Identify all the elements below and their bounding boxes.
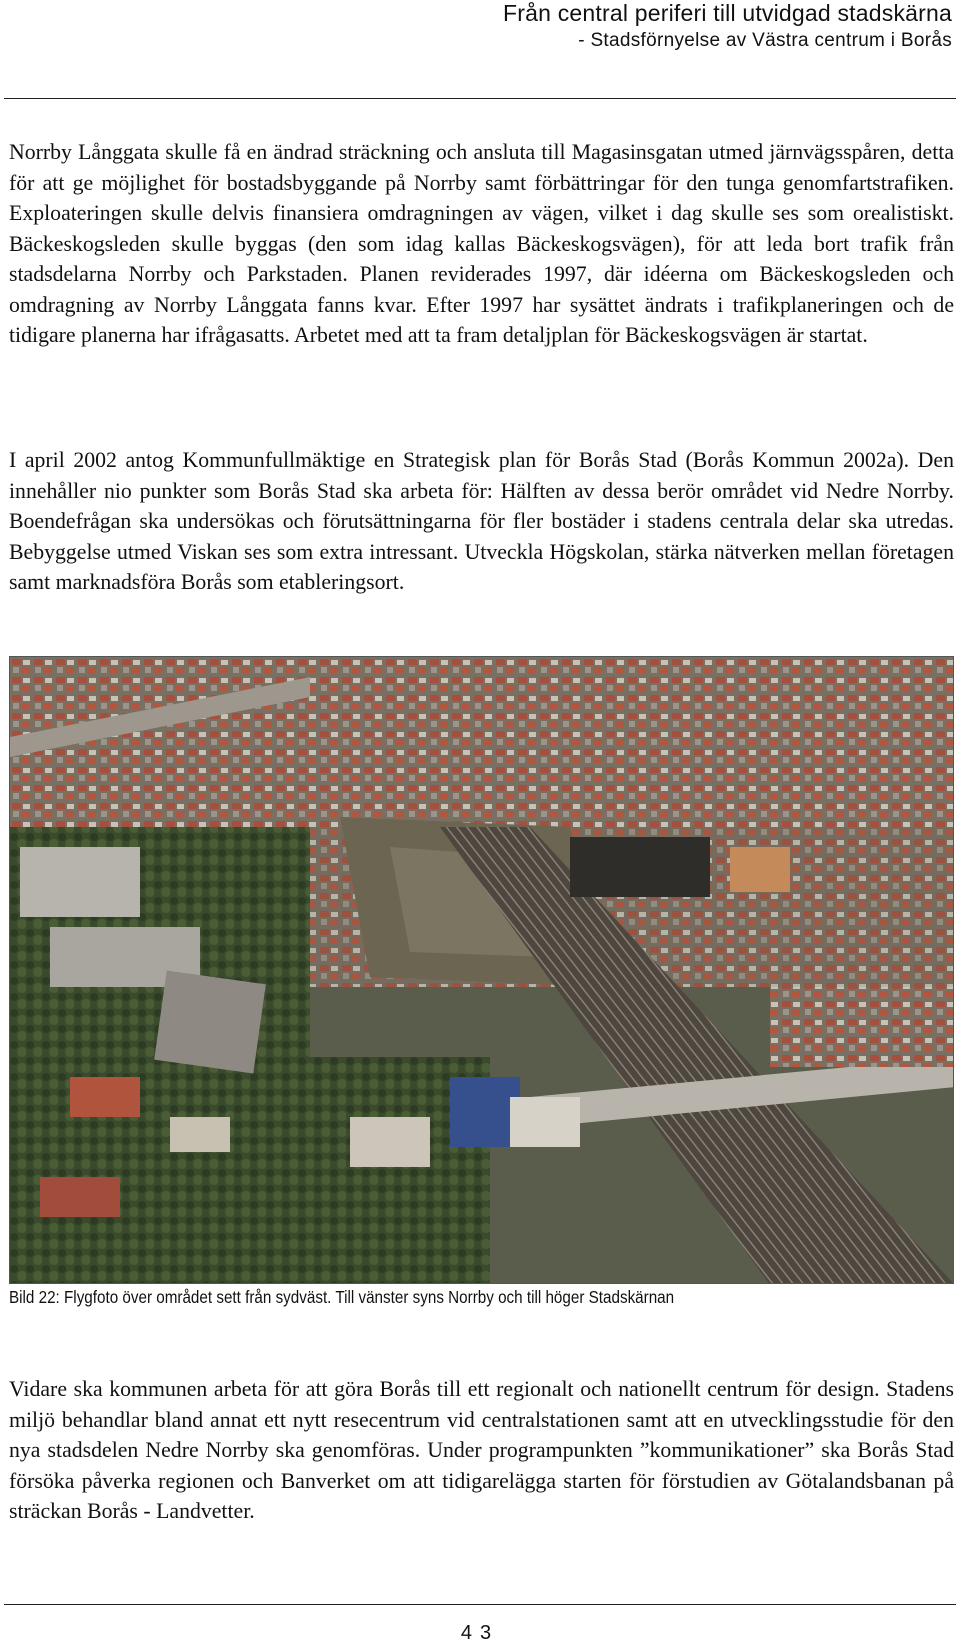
- paragraph-1: Norrby Långgata skulle få en ändrad sträckning och ansluta till Magasinsgatan utmed järnvägsspåren, detta för att ge möjlighet för bostadsbyggande på Norrby samt förbättringar för den tunga genomfartstrafiken. Exploateringen skulle delvis finansiera omdragningen av vägen, vilket i dag skulle ses som orealistiskt. Bäckeskogsleden skulle byggas (den som idag kallas Bäckeskogsvägen), för att leda bort trafik från stadsdelarna Norrby och Parkstaden. Planen reviderades 1997, där idéerna om Bäckeskogsleden och omdragning av Norrby Långgata fanns kvar. Efter 1997 har sysättet ändrats i trafikplaneringen och de tidigare planerna har ifrågasatts. Arbetet med att ta fram detaljplan för Bäckeskogsvägen är startat.: [9, 140, 954, 347]
- header-title: Från central periferi till utvidgad stadskärna: [503, 0, 952, 26]
- paragraph-2: I april 2002 antog Kommunfullmäktige en Strategisk plan för Borås Stad (Borås Kommun 2002a). Den innehåller nio punkter som Borås Stad ska arbeta för: Hälften av dessa berör området vid Nedre Norrby. Boendefrågan ska undersökas och förutsättningarna för fler bostäder i stadens centrala delar ska utredas. Bebyggelse utmed Viskan ses som extra intressant. Utveckla Högskolan, stärka nätverken mellan företagen samt marknadsföra Borås som etableringsort.: [9, 448, 954, 594]
- paragraph-3: Vidare ska kommunen arbeta för att göra Borås till ett regionalt och nationellt centrum för design. Stadens miljö behandlar bland annat ett nytt resecentrum vid centralstationen samt att en utvecklingsstudie för den nya stadsdelen Nedre Norrby ska genomföras. Under programpunkten ”kommunikationer” ska Borås Stad försöka påverka regionen och Banverket om att tidigarelägga starten för förstudien av Götalandsbanan på sträckan Borås - Landvetter.: [9, 1377, 954, 1523]
- header-rule: [4, 98, 956, 99]
- figure-caption: Bild 22: Flygfoto över området sett från sydväst. Till vänster syns Norrby och till höger Stadskärnan: [9, 1287, 675, 1307]
- footer-rule: [4, 1604, 956, 1605]
- header-subtitle: - Stadsförnyelse av Västra centrum i Borås: [578, 30, 952, 51]
- page-number: 43: [460, 1622, 500, 1644]
- aerial-photo: [9, 656, 954, 1284]
